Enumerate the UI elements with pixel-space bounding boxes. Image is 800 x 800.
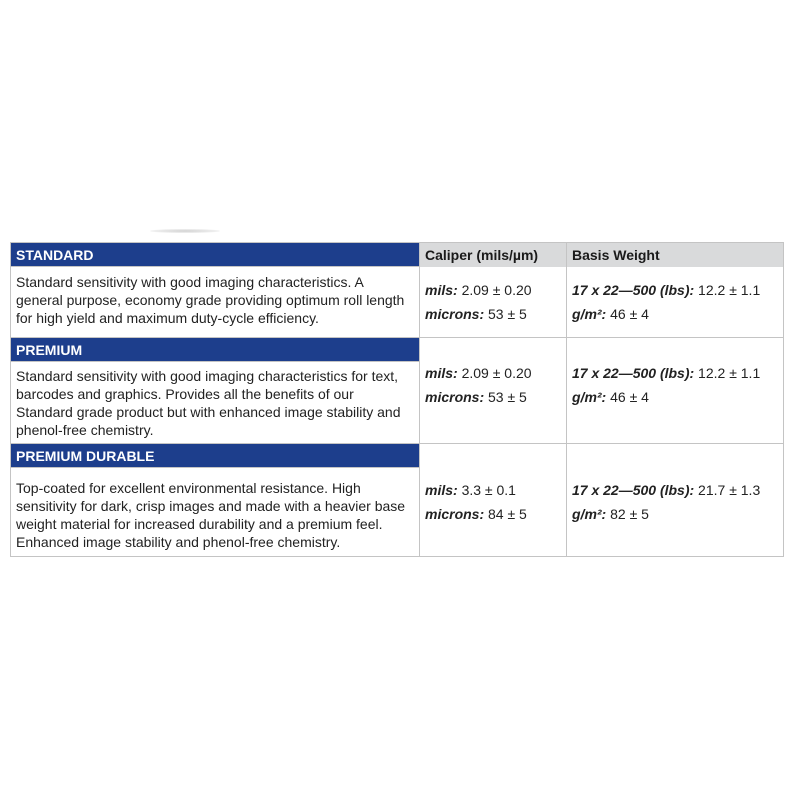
weight-label: 17 x 22—500 (lbs): xyxy=(572,482,695,498)
weight-values xyxy=(567,338,783,443)
caliper-header: Caliper (mils/µm) xyxy=(420,243,566,267)
gsm-line xyxy=(572,502,783,526)
caliper-values xyxy=(420,444,566,556)
caliper-values xyxy=(420,267,566,337)
weight-values xyxy=(567,444,783,556)
weight-value: 21.7 ± 1.3 xyxy=(694,482,761,498)
weight-value: 12.2 ± 1.1 xyxy=(694,282,761,298)
gsm-value: 46 ± 4 xyxy=(606,388,649,405)
product-cell xyxy=(11,243,420,337)
microns-label: microns: xyxy=(425,388,485,405)
weight-line xyxy=(572,278,783,302)
product-name: PREMIUM DURABLE xyxy=(11,444,419,468)
table-row-premium xyxy=(11,338,783,444)
microns-value: 53 ± 5 xyxy=(484,388,527,405)
mils-label: mils: xyxy=(425,364,458,381)
mils-value: 3.3 ± 0.1 xyxy=(457,482,516,498)
weight-value: 12.2 ± 1.1 xyxy=(694,364,761,381)
gsm-value: 82 ± 5 xyxy=(606,506,649,522)
paper-grade-table xyxy=(10,242,784,557)
microns-line xyxy=(425,502,566,526)
mils-label: mils: xyxy=(425,482,458,498)
weight-label: 17 x 22—500 (lbs): xyxy=(572,364,695,381)
weight-line xyxy=(572,361,783,385)
product-cell xyxy=(11,444,420,556)
caliper-values xyxy=(420,338,566,443)
product-description: Standard sensitivity with good imaging characteristics for text, barcodes and graphics. Provides all the benefits of our Standard grade product but with enhanced image stability and phenol-free chemistry. xyxy=(16,368,401,438)
microns-label: microns: xyxy=(425,506,485,522)
gsm-label: g/m²: xyxy=(572,506,607,522)
weight-cell xyxy=(567,243,783,337)
weight-label: 17 x 22—500 (lbs): xyxy=(572,282,695,298)
gsm-line xyxy=(572,385,783,409)
gsm-label: g/m²: xyxy=(572,388,607,405)
mils-value: 2.09 ± 0.20 xyxy=(457,282,532,298)
product-name: PREMIUM xyxy=(11,338,419,362)
caliper-cell xyxy=(420,444,567,556)
gsm-value: 46 ± 4 xyxy=(606,306,649,322)
microns-line xyxy=(425,302,566,326)
product-description: Top-coated for excellent environmental resistance. High sensitivity for dark, crisp images and made with a heavier base weight material for increased durability and a premium feel. Enhanced image stability and phenol-free chemistry. xyxy=(16,480,406,550)
table-row-standard xyxy=(11,243,783,338)
product-cell xyxy=(11,338,420,443)
mils-label: mils: xyxy=(425,282,458,298)
weight-line xyxy=(572,478,783,502)
weight-cell xyxy=(567,444,783,556)
product-description: Standard sensitivity with good imaging characteristics. A general purpose, economy grade providing optimum roll length for high yield and maximum duty-cycle efficiency. xyxy=(16,274,405,326)
mils-line xyxy=(425,361,566,385)
microns-value: 84 ± 5 xyxy=(484,506,527,522)
gsm-line xyxy=(572,302,783,326)
weight-cell xyxy=(567,338,783,443)
microns-value: 53 ± 5 xyxy=(484,306,527,322)
mils-value: 2.09 ± 0.20 xyxy=(457,364,532,381)
caliper-cell xyxy=(420,338,567,443)
decorative-shadow xyxy=(150,229,220,233)
mils-line xyxy=(425,478,566,502)
microns-label: microns: xyxy=(425,306,485,322)
table-row-premium-durable xyxy=(11,444,783,556)
gsm-label: g/m²: xyxy=(572,306,607,322)
microns-line xyxy=(425,385,566,409)
basis-weight-header: Basis Weight xyxy=(567,243,783,267)
caliper-cell xyxy=(420,243,567,337)
weight-values xyxy=(567,267,783,337)
mils-line xyxy=(425,278,566,302)
product-name: STANDARD xyxy=(11,243,419,267)
